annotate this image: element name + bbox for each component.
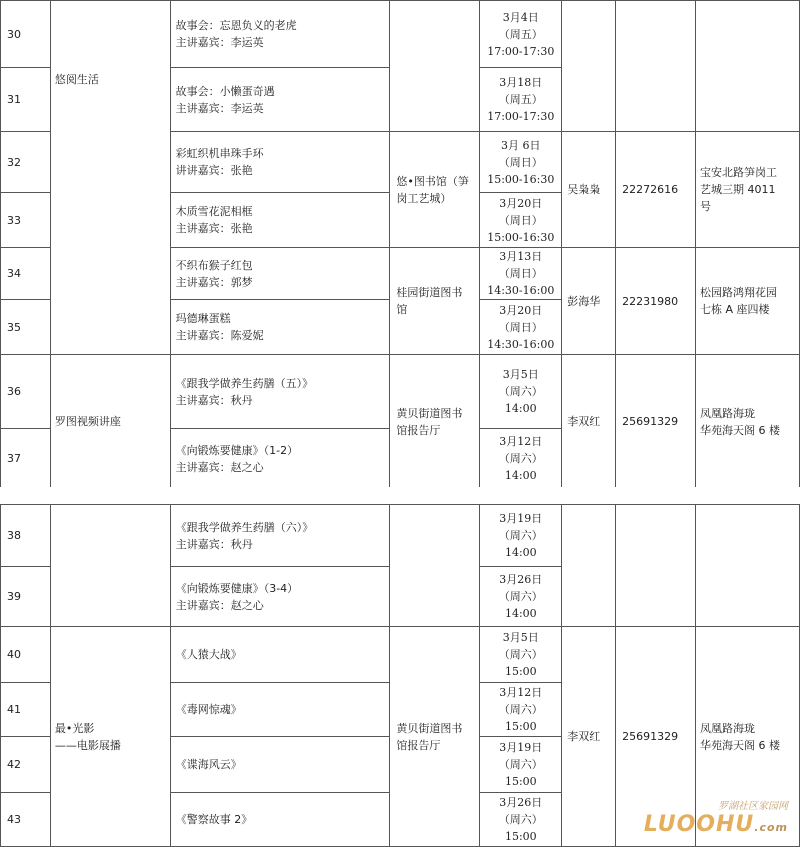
row-number: 34 bbox=[1, 248, 51, 300]
time-cell: 3月20日 （周日） 14:30-16:00 bbox=[480, 300, 562, 355]
time-cell: 3月19日 （周六） 15:00 bbox=[480, 737, 562, 793]
address-cell: 宝安北路笋岗工 艺城三期 4011 号 bbox=[696, 132, 800, 248]
table-row bbox=[1, 1, 800, 68]
venue-cell: 桂园街道图书 馆 bbox=[390, 248, 480, 355]
watermark-logo: LUOOHU.com bbox=[643, 812, 788, 837]
event-cell: 《跟我学做养生药膳（五）》 主讲嘉宾：秋丹 bbox=[170, 355, 390, 429]
row-number: 35 bbox=[1, 300, 51, 355]
event-cell: 彩虹织机串珠手环 讲讲嘉宾：张艳 bbox=[170, 132, 390, 193]
row-number: 37 bbox=[1, 429, 51, 489]
row-number: 36 bbox=[1, 355, 51, 429]
row-number: 41 bbox=[1, 683, 51, 737]
event-cell: 《警察故事 2》 bbox=[170, 793, 390, 847]
event-cell: 《人猿大战》 bbox=[170, 627, 390, 683]
time-cell: 3月12日 （周六） 15:00 bbox=[480, 683, 562, 737]
event-cell: 故事会：忘恩负义的老虎 主讲嘉宾：李运英 bbox=[170, 1, 390, 68]
time-cell: 3月26日 （周六） 14:00 bbox=[480, 567, 562, 627]
event-cell: 《跟我学做养生药膳（六）》 主讲嘉宾：秋丹 bbox=[170, 505, 390, 567]
phone-cell-empty bbox=[616, 505, 696, 627]
contact-cell-empty bbox=[562, 1, 616, 132]
series-cell bbox=[50, 1, 170, 355]
table-row bbox=[1, 355, 800, 429]
venue-cell: 黄贝街道图书 馆报告厅 bbox=[390, 627, 480, 847]
address-cell: 凤凰路海珑 华苑海天阁 6 楼 bbox=[696, 355, 800, 489]
table-row bbox=[1, 505, 800, 567]
table-row bbox=[1, 627, 800, 683]
phone-cell: 22231980 bbox=[616, 248, 696, 355]
time-cell: 3月5日 （周六） 14:00 bbox=[480, 355, 562, 429]
contact-cell: 李双红 bbox=[562, 627, 616, 847]
time-cell: 3月12日 （周六） 14:00 bbox=[480, 429, 562, 489]
contact-cell: 吴枭枭 bbox=[562, 132, 616, 248]
series-cell: 最•光影 ——电影展播 bbox=[50, 627, 170, 847]
phone-cell: 22272616 bbox=[616, 132, 696, 248]
venue-cell: 悠•图书馆（笋 岗工艺城） bbox=[390, 132, 480, 248]
contact-cell: 彭海华 bbox=[562, 248, 616, 355]
time-cell: 3月13日 （周日） 14:30-16:00 bbox=[480, 248, 562, 300]
row-number: 38 bbox=[1, 505, 51, 567]
time-cell: 3月5日 （周六） 15:00 bbox=[480, 627, 562, 683]
watermark-chinese: 罗湖社区家园网 bbox=[718, 801, 788, 812]
series-cell: 罗图视频讲座 bbox=[50, 355, 170, 489]
event-cell: 故事会：小懒蛋奇遇 主讲嘉宾：李运英 bbox=[170, 68, 390, 132]
phone-cell: 25691329 bbox=[616, 355, 696, 489]
time-cell: 3月18日 （周五） 17:00-17:30 bbox=[480, 68, 562, 132]
address-cell: 松园路鸿翔花园 七栋 A 座四楼 bbox=[696, 248, 800, 355]
phone-cell: 25691329 bbox=[616, 627, 696, 847]
event-cell: 《谍海风云》 bbox=[170, 737, 390, 793]
venue-cell-empty bbox=[390, 1, 480, 132]
time-cell: 3月19日 （周六） 14:00 bbox=[480, 505, 562, 567]
event-cell: 玛德琳蛋糕 主讲嘉宾：陈爱妮 bbox=[170, 300, 390, 355]
event-cell: 《向锻炼要健康》（1-2） 主讲嘉宾：赵之心 bbox=[170, 429, 390, 489]
phone-cell-empty bbox=[616, 1, 696, 132]
event-cell: 《毒网惊魂》 bbox=[170, 683, 390, 737]
site-watermark bbox=[644, 797, 788, 837]
contact-cell: 李双红 bbox=[562, 355, 616, 489]
event-cell: 《向锻炼要健康》（3-4） 主讲嘉宾：赵之心 bbox=[170, 567, 390, 627]
contact-cell-empty bbox=[562, 505, 616, 627]
schedule-table-2 bbox=[0, 504, 800, 847]
address-cell: 凤凰路海珑 华苑海天阁 6 楼 bbox=[696, 627, 800, 847]
address-cell-empty bbox=[696, 505, 800, 627]
row-number: 43 bbox=[1, 793, 51, 847]
venue-cell: 黄贝街道图书 馆报告厅 bbox=[390, 355, 480, 489]
row-number: 39 bbox=[1, 567, 51, 627]
venue-cell-empty bbox=[390, 505, 480, 627]
row-number: 31 bbox=[1, 68, 51, 132]
series-cell-empty bbox=[50, 505, 170, 627]
event-cell: 木质雪花泥相框 主讲嘉宾：张艳 bbox=[170, 193, 390, 248]
series-name: 悠阅生活 bbox=[54, 73, 99, 86]
row-number: 32 bbox=[1, 132, 51, 193]
row-number: 40 bbox=[1, 627, 51, 683]
page-gap bbox=[0, 487, 800, 504]
row-number: 42 bbox=[1, 737, 51, 793]
time-cell: 3月 6日 （周日） 15:00-16:30 bbox=[480, 132, 562, 193]
row-number: 33 bbox=[1, 193, 51, 248]
time-cell: 3月26日 （周六） 15:00 bbox=[480, 793, 562, 847]
row-number: 30 bbox=[1, 1, 51, 68]
event-cell: 不织布猴子红包 主讲嘉宾：郭梦 bbox=[170, 248, 390, 300]
address-cell-empty bbox=[696, 1, 800, 132]
time-cell: 3月4日 （周五） 17:00-17:30 bbox=[480, 1, 562, 68]
time-cell: 3月20日 （周日） 15:00-16:30 bbox=[480, 193, 562, 248]
